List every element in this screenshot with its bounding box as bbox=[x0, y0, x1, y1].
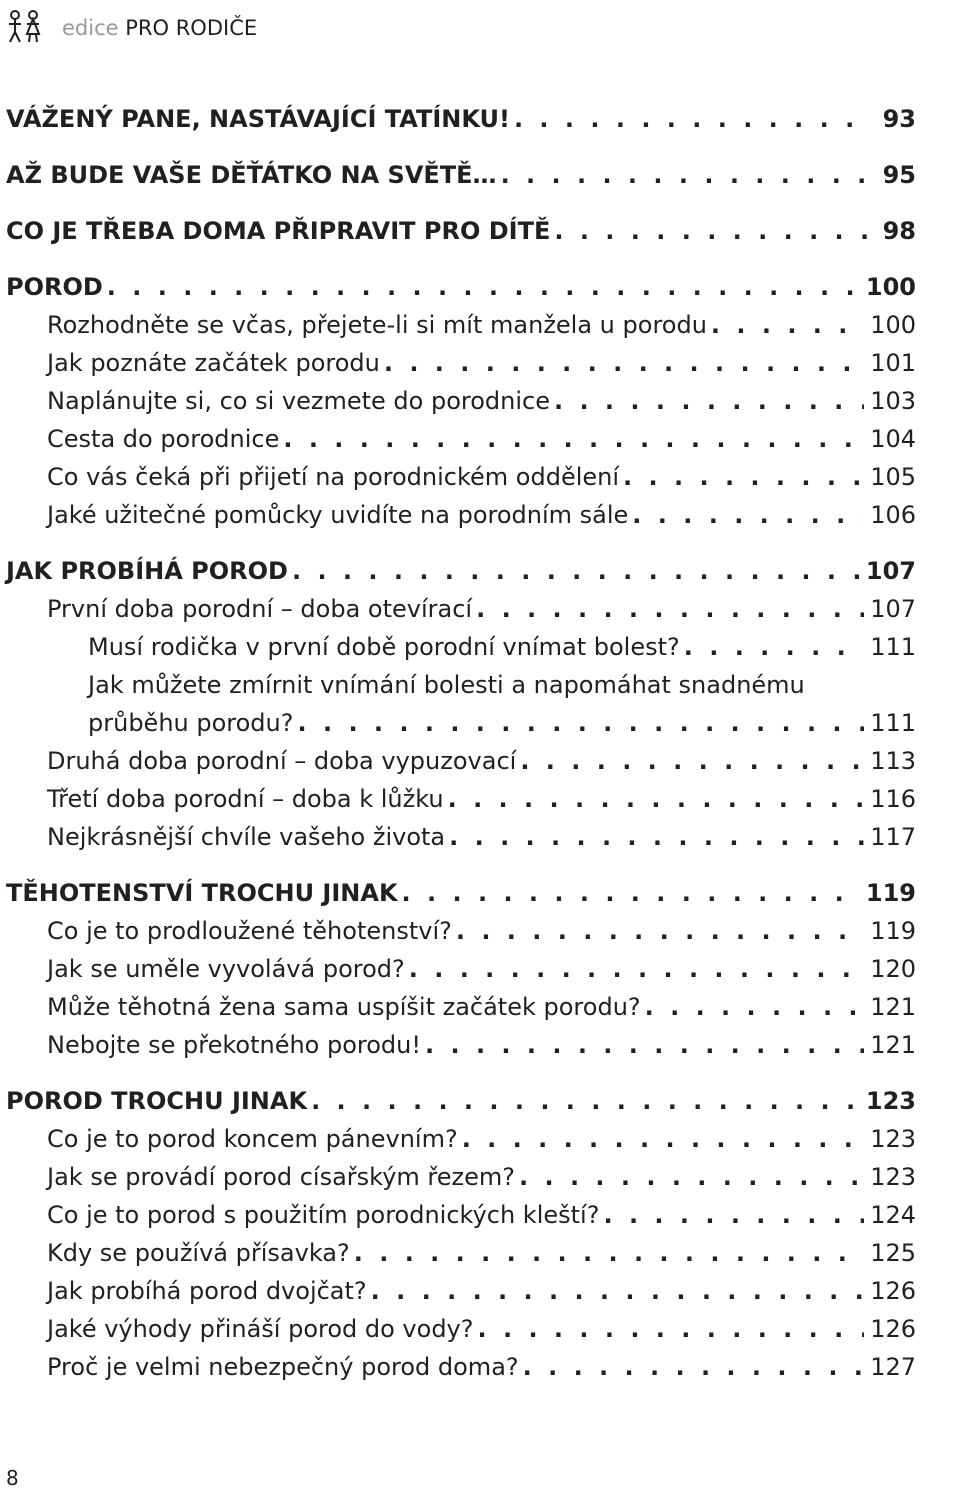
dot-leader bbox=[311, 1082, 860, 1120]
toc-page-number: 116 bbox=[870, 785, 916, 813]
toc-page-number: 125 bbox=[870, 1239, 916, 1267]
toc-entry-title: Jak poznáte začátek porodu bbox=[47, 349, 380, 377]
dot-leader bbox=[476, 590, 864, 628]
dot-leader bbox=[554, 212, 870, 250]
toc-page-number: 121 bbox=[870, 993, 916, 1021]
toc-page-number: 117 bbox=[870, 823, 916, 851]
section-gap bbox=[6, 534, 916, 552]
toc-entry-title: Nebojte se překotného porodu! bbox=[47, 1031, 421, 1059]
toc-entry[interactable] bbox=[6, 1196, 916, 1234]
dot-leader bbox=[425, 1026, 864, 1064]
toc-entry[interactable] bbox=[6, 1234, 916, 1272]
toc-page-number: 121 bbox=[870, 1031, 916, 1059]
dot-leader bbox=[520, 742, 864, 780]
dot-leader bbox=[409, 950, 864, 988]
dot-leader bbox=[402, 874, 860, 912]
toc-page-number: 105 bbox=[870, 463, 916, 491]
toc-entry-title: Jak se provádí porod císařským řezem? bbox=[47, 1163, 515, 1191]
toc-entry[interactable] bbox=[6, 306, 916, 344]
toc-entry[interactable] bbox=[6, 818, 916, 856]
toc-entry-title: JAK PROBÍHÁ POROD bbox=[6, 557, 288, 585]
toc-entry-title: Co je to porod koncem pánevním? bbox=[47, 1125, 458, 1153]
toc-page-number: 101 bbox=[870, 349, 916, 377]
page-number: 8 bbox=[6, 1466, 19, 1490]
table-of-contents bbox=[6, 100, 916, 1386]
dot-leader bbox=[298, 704, 865, 742]
section-gap bbox=[6, 138, 916, 156]
toc-page-number: 124 bbox=[870, 1201, 916, 1229]
toc-entry-title: Naplánujte si, co si vezmete do porodnice bbox=[47, 387, 550, 415]
dot-leader bbox=[354, 1234, 864, 1272]
toc-page-number: 127 bbox=[870, 1353, 916, 1381]
toc-page-number: 120 bbox=[870, 955, 916, 983]
toc-chapter[interactable] bbox=[6, 212, 916, 250]
toc-entry-title: POROD bbox=[6, 273, 103, 301]
toc-chapter[interactable] bbox=[6, 1082, 916, 1120]
dot-leader bbox=[514, 100, 870, 138]
toc-page-number: 100 bbox=[870, 311, 916, 339]
toc-chapter[interactable] bbox=[6, 156, 916, 194]
toc-entry[interactable] bbox=[6, 382, 916, 420]
section-gap bbox=[6, 856, 916, 874]
toc-entry-title: Musí rodička v první době porodní vnímat bolest? bbox=[88, 633, 680, 661]
dot-leader bbox=[632, 496, 864, 534]
toc-entry-title: Kdy se používá přísavka? bbox=[47, 1239, 350, 1267]
toc-entry-title: První doba porodní – doba otevírací bbox=[47, 595, 473, 623]
toc-entry-title: VÁŽENÝ PANE, NASTÁVAJÍCÍ TATÍNKU! bbox=[6, 105, 510, 133]
toc-entry-title: Co vás čeká při přijetí na porodnickém oddělení bbox=[47, 463, 620, 491]
toc-chapter[interactable] bbox=[6, 552, 916, 590]
dot-leader bbox=[645, 988, 865, 1026]
toc-page-number: 104 bbox=[870, 425, 916, 453]
dot-leader bbox=[501, 156, 870, 194]
toc-chapter[interactable] bbox=[6, 874, 916, 912]
toc-entry[interactable] bbox=[6, 344, 916, 382]
toc-entry[interactable] bbox=[6, 590, 916, 628]
edition-prefix: edice bbox=[62, 16, 119, 40]
toc-entry-title: Může těhotná žena sama uspíšit začátek porodu? bbox=[47, 993, 641, 1021]
dot-leader bbox=[519, 1158, 864, 1196]
toc-page-number: 111 bbox=[870, 709, 916, 737]
toc-entry[interactable] bbox=[6, 742, 916, 780]
toc-entry-title: Jaké užitečné pomůcky uvidíte na porodním sále bbox=[47, 501, 629, 529]
toc-entry-title: Nejkrásnější chvíle vašeho života bbox=[47, 823, 446, 851]
toc-page-number: 119 bbox=[870, 917, 916, 945]
dot-leader bbox=[107, 268, 860, 306]
toc-entry-title: Cesta do porodnice bbox=[47, 425, 280, 453]
toc-page-number: 123 bbox=[870, 1125, 916, 1153]
toc-entry[interactable] bbox=[6, 1310, 916, 1348]
toc-page-number: 126 bbox=[870, 1277, 916, 1305]
toc-entry[interactable] bbox=[6, 496, 916, 534]
section-gap bbox=[6, 250, 916, 268]
toc-page-number: 106 bbox=[870, 501, 916, 529]
dot-leader bbox=[478, 1310, 865, 1348]
toc-entry[interactable] bbox=[6, 1120, 916, 1158]
toc-page-number: 123 bbox=[870, 1163, 916, 1191]
toc-entry[interactable] bbox=[6, 704, 916, 742]
section-gap bbox=[6, 1064, 916, 1082]
toc-entry[interactable] bbox=[6, 628, 916, 666]
toc-page-number: 95 bbox=[882, 161, 916, 189]
toc-entry[interactable] bbox=[6, 780, 916, 818]
toc-entry[interactable] bbox=[6, 912, 916, 950]
toc-entry-title: Jak se uměle vyvolává porod? bbox=[47, 955, 405, 983]
dot-leader bbox=[603, 1196, 864, 1234]
toc-entry[interactable] bbox=[6, 458, 916, 496]
dot-leader bbox=[711, 306, 864, 344]
page-header bbox=[6, 8, 257, 48]
section-gap bbox=[6, 194, 916, 212]
dot-leader bbox=[623, 458, 864, 496]
toc-page-number: 107 bbox=[870, 595, 916, 623]
toc-entry-title: TĚHOTENSTVÍ TROCHU JINAK bbox=[6, 879, 398, 907]
dot-leader bbox=[456, 912, 864, 950]
toc-entry-title: POROD TROCHU JINAK bbox=[6, 1087, 308, 1115]
toc-entry[interactable] bbox=[6, 950, 916, 988]
toc-page-number: 111 bbox=[870, 633, 916, 661]
dot-leader bbox=[448, 780, 865, 818]
toc-entry-title: průběhu porodu? bbox=[88, 709, 294, 737]
dot-leader bbox=[554, 382, 864, 420]
toc-page-number: 93 bbox=[882, 105, 916, 133]
edition-name bbox=[62, 16, 257, 40]
dot-leader bbox=[523, 1348, 865, 1386]
toc-entry-title: Třetí doba porodní – doba k lůžku bbox=[47, 785, 444, 813]
toc-page-number: 119 bbox=[865, 879, 916, 907]
toc-entry-title: Rozhodněte se včas, přejete-li si mít manžela u porodu bbox=[47, 311, 707, 339]
toc-page-number: 100 bbox=[865, 273, 916, 301]
toc-page-number: 126 bbox=[870, 1315, 916, 1343]
toc-entry[interactable] bbox=[6, 1272, 916, 1310]
toc-entry-title: Proč je velmi nebezpečný porod doma? bbox=[47, 1353, 519, 1381]
dot-leader bbox=[462, 1120, 865, 1158]
family-logo-icon bbox=[6, 8, 46, 48]
dot-leader bbox=[449, 818, 864, 856]
dot-leader bbox=[292, 552, 860, 590]
toc-page-number: 103 bbox=[870, 387, 916, 415]
toc-page-number: 98 bbox=[882, 217, 916, 245]
toc-entry[interactable] bbox=[6, 420, 916, 458]
toc-entry-title: Jaké výhody přináší porod do vody? bbox=[47, 1315, 474, 1343]
toc-entry-title: Co je to porod s použitím porodnických kleští? bbox=[47, 1201, 600, 1229]
dot-leader bbox=[684, 628, 864, 666]
toc-entry-title: Druhá doba porodní – doba vypuzovací bbox=[47, 747, 517, 775]
dot-leader bbox=[384, 344, 864, 382]
toc-entry[interactable] bbox=[6, 1348, 916, 1386]
toc-entry-title: Jak probíhá porod dvojčat? bbox=[47, 1277, 367, 1305]
toc-chapter[interactable] bbox=[6, 100, 916, 138]
toc-chapter[interactable] bbox=[6, 268, 916, 306]
toc-entry[interactable] bbox=[6, 1026, 916, 1064]
dot-leader bbox=[283, 420, 864, 458]
edition-title: PRO RODIČE bbox=[125, 16, 258, 40]
toc-entry-title: Co je to prodloužené těhotenství? bbox=[47, 917, 452, 945]
toc-page-number: 113 bbox=[870, 747, 916, 775]
toc-page-number: 123 bbox=[865, 1087, 916, 1115]
toc-entry[interactable] bbox=[6, 1158, 916, 1196]
toc-entry-title: AŽ BUDE VAŠE DĚŤÁTKO NA SVĚTĚ… bbox=[6, 161, 497, 189]
toc-entry[interactable] bbox=[6, 988, 916, 1026]
dot-leader bbox=[371, 1272, 865, 1310]
toc-page-number: 107 bbox=[865, 557, 916, 585]
toc-entry-title-line: Jak můžete zmírnit vnímání bolesti a napomáhat snadnému bbox=[88, 671, 805, 699]
toc-entry-title: CO JE TŘEBA DOMA PŘIPRAVIT PRO DÍTĚ bbox=[6, 217, 551, 245]
